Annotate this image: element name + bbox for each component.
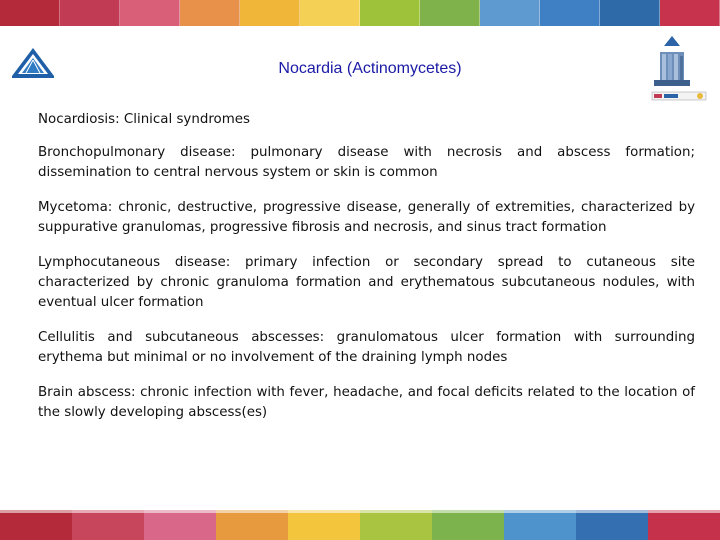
term-description: chronic, destructive, progressive disease, generally of extremities, characterized by suppurative granulomas, progressive fibrosis and necrosis, and sinus tract formation bbox=[38, 200, 695, 235]
paragraph-brain-abscess bbox=[38, 383, 695, 423]
bottom-band-segment bbox=[648, 510, 720, 540]
term-label: Cellulitis and subcutaneous abscesses: bbox=[38, 330, 325, 345]
term-description: primary infection or secondary spread to cutaneous site characterized by chronic granuloma formation and erythematous subcutaneous nodules, with eventual ulcer formation bbox=[38, 255, 695, 310]
bottom-band-segment bbox=[144, 510, 216, 540]
top-band-segment bbox=[60, 0, 120, 26]
paragraph-bronchopulmonary bbox=[38, 143, 695, 183]
partner-logo bbox=[650, 34, 708, 102]
top-band-segment bbox=[180, 0, 240, 26]
top-band-segment bbox=[240, 0, 300, 26]
bottom-band-segment bbox=[360, 510, 432, 540]
university-logo bbox=[8, 46, 58, 96]
top-band-segment bbox=[300, 0, 360, 26]
bottom-band-segment bbox=[216, 510, 288, 540]
term-description: chronic infection with fever, headache, and focal deficits related to the location of the slowly developing abscess(es) bbox=[38, 385, 695, 420]
top-band-segment bbox=[420, 0, 480, 26]
top-band-segment bbox=[120, 0, 180, 26]
bottom-band-segment bbox=[504, 510, 576, 540]
slide-title: Nocardia (Actinomycetes) bbox=[278, 60, 462, 77]
bottom-band-segment bbox=[288, 510, 360, 540]
bottom-band-segment bbox=[576, 510, 648, 540]
top-color-band bbox=[0, 0, 720, 26]
paragraph-mycetoma bbox=[38, 198, 695, 238]
bottom-band-segment bbox=[72, 510, 144, 540]
term-description: pulmonary disease with necrosis and abscess formation; dissemination to central nervous system or skin is common bbox=[38, 145, 695, 180]
top-band-segment bbox=[540, 0, 600, 26]
bottom-band-segment bbox=[432, 510, 504, 540]
paragraph-cellulitis bbox=[38, 328, 695, 368]
term-label: Bronchopulmonary disease: bbox=[38, 145, 236, 160]
top-band-segment bbox=[480, 0, 540, 26]
bottom-color-band bbox=[0, 510, 720, 540]
term-label: Brain abscess: bbox=[38, 385, 136, 400]
section-heading: Nocardiosis: Clinical syndromes bbox=[38, 112, 250, 127]
top-band-segment bbox=[600, 0, 660, 26]
term-label: Lymphocutaneous disease: bbox=[38, 255, 231, 270]
top-band-segment bbox=[360, 0, 420, 26]
bottom-band-segment bbox=[0, 510, 72, 540]
top-band-segment bbox=[0, 0, 60, 26]
top-band-segment bbox=[660, 0, 720, 26]
paragraph-lymphocutaneous bbox=[38, 253, 695, 313]
slide-content bbox=[38, 110, 695, 438]
term-label: Mycetoma: bbox=[38, 200, 113, 215]
term-description: granulomatous ulcer formation with surrounding erythema but minimal or no involvement of the draining lymph nodes bbox=[38, 330, 696, 365]
